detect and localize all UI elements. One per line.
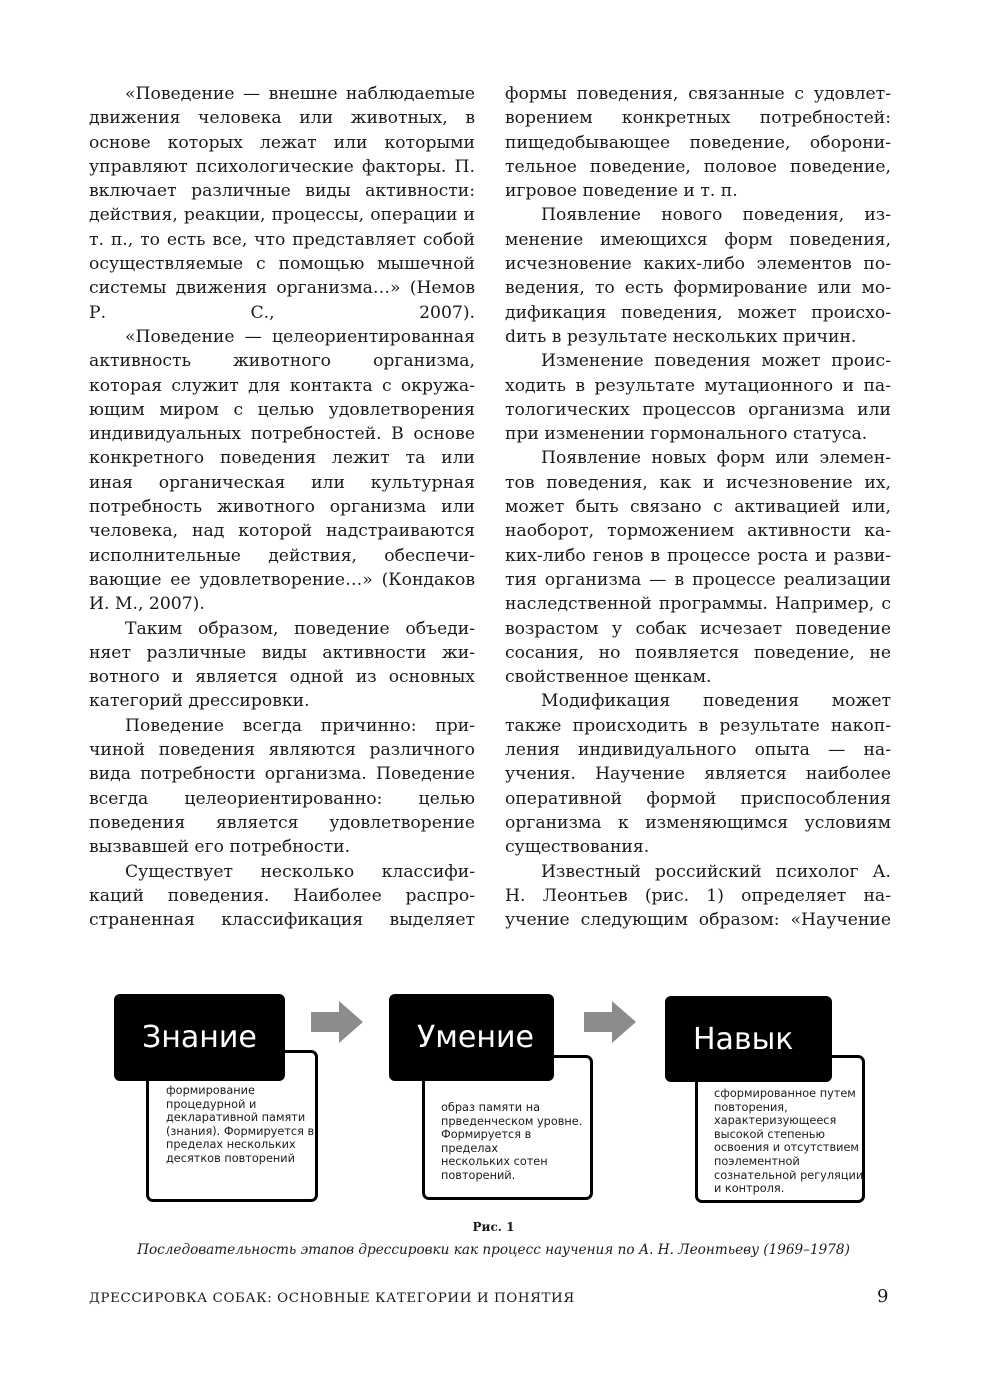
- paragraph: «Поведение — внешне наблюдаеmые движения человека или животных, в основе которых лежат или которыми управляют психологические факторы. П. включает различные виды активности: действия, реакции, процессы, операции и т. п., то есть все, что представляет собой осуществляемые с помощью мышечной системы движения организма…» (Немов Р. С., 2007).: [89, 84, 475, 323]
- stage-description: формирование процедурной и декларативной памяти (знания). Формируется в пределах нескольких десятков повторений: [166, 1084, 315, 1165]
- paragraph: Поведение всегда причинно: причиной поведения являются различного вида потребности организма. Поведение всегда целеориентированно: целью поведения является удовлетворение вызвавшей его потребности.: [89, 715, 475, 858]
- page-number: 9: [877, 1286, 889, 1307]
- stage-title-box: [389, 994, 554, 1081]
- stage-title: Умение: [417, 1020, 534, 1055]
- paragraph: Таким образом, поведение объединяет различные виды активности животного и является одной из основных категорий дрессировки.: [89, 618, 475, 712]
- stage-title-box: [665, 996, 832, 1082]
- paragraph: Модификация поведения может также происходить в результате накопления индивидуального опыта — научения. Научение является наиболее оперативной формой приспособления организма к изменяющимся условиям существования.: [505, 691, 891, 858]
- paragraph: Изменение поведения может происходить в результате мутационного и патологических процессов организма или при изменении гормонального статуса.: [505, 351, 891, 445]
- stage-title: Навык: [693, 1021, 794, 1057]
- paragraph: Появление новых форм или элементов поведения, как и исчезновение их, может быть связано с активацией или, наоборот, торможением активности каких-либо генов в процессе роста и развития организма — в процессе реализации наследственной программы. Например, с возрастом у собак исчезает поведение сосания, но появляется поведение, не свойственное щенкам.: [505, 448, 891, 688]
- stage-title-box: [114, 994, 285, 1081]
- stage-description: сформированное путем повторения, характеризующееся высокой степенью освоения и отсутствием поэлементной сознательной регуляции и контроля.: [714, 1087, 864, 1196]
- paragraph: Существует несколько классификаций поведения. Наиболее распространенная классификация выделяет: [89, 861, 475, 931]
- running-head: ДРЕССИРОВКА СОБАК: ОСНОВНЫЕ КАТЕГОРИИ И ПОНЯТИЯ: [89, 1291, 575, 1306]
- paragraph: Известный российский психолог А. Н. Леонтьев (рис. 1) определяет научение следующим образом: «Научение: [505, 861, 891, 931]
- stage-title: Знание: [142, 1020, 257, 1055]
- paragraph: формы поведения, связанные с удовлетворением конкретных потребностей: пищедобывающее поведение, оборонительное поведение, половое поведение, игровое поведение и т. п.: [505, 84, 891, 202]
- figure-label: Рис. 1: [472, 1220, 515, 1234]
- paragraph: Появление нового поведения, изменение имеющихся форм поведения, исчезновение каких-либо элементов поведения, то есть формирование или модификация поведения, может происхоdить в результате нескольких причин.: [505, 205, 891, 347]
- arrow-right-icon: [584, 1001, 636, 1043]
- figure-caption: Последовательность этапов дрессировки как процесс научения по А. Н. Леонтьеву (1969–1978): [137, 1242, 850, 1258]
- arrow-right-icon: [311, 1001, 363, 1043]
- paragraph: «Поведение — целеориентированная активность животного организма, которая служит для контакта с окружающим миром с целью удовлетворения индивидуальных потребностей. В основе конкретного поведения лежит та или иная органическая или культурная потребность животного организма или человека, над которой надстраиваются исполнительные действия, обеспечивающие ее удовлетворение…» (Кондаков И. М., 2007).: [89, 326, 475, 615]
- stage-description: образ памяти на прведенческом уровне. Формируется в пределах нескольких сотен повторений.: [441, 1101, 583, 1182]
